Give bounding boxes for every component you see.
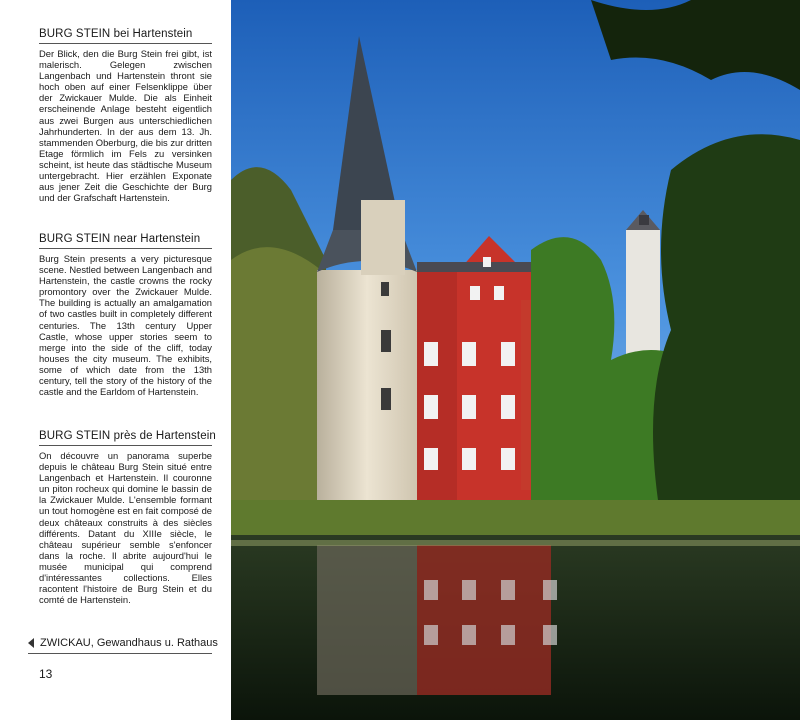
section-english [39,233,212,397]
triangle-left-icon[interactable] [28,638,34,648]
section-body: Burg Stein presents a very picturesque scene. Nestled between Langenbach and Hartenstein, the castle crowns the rocky promontory over the Zwickauer Mulde. The building is actually an amalgamation of two castles built in completely different centuries. The 13th century Upper Castle, whose upper stories seem to merge into the side of the cliff, today houses the city museum. The exhibits, some of which date from the 13th century, tell the story of the history of the castle and the Earldom of Hartenstein. [39,253,212,398]
section-heading: BURG STEIN near Hartenstein [39,233,212,249]
page-number: 13 [39,667,53,681]
previous-page-label[interactable]: ZWICKAU, Gewandhaus u. Rathaus [40,637,218,649]
section-heading: BURG STEIN bei Hartenstein [39,28,212,44]
section-german [39,28,212,203]
text-column [0,0,230,720]
castle-photo [231,0,800,720]
section-french [39,430,216,606]
section-body: Der Blick, den die Burg Stein frei gibt, ist malerisch. Gelegen zwischen Langenbach und Hartenstein thront sie hoch oben auf einer Felsenklippe über der Zwickauer Mulde. Die als Einheit erscheinende Anlage besteht eigentlich aus zwei Burgen aus unterschiedlichen Jahrhunderten. In der aus dem 13. Jh. stammenden Oberburg, die bis zur dritten Etage förmlich im Fels zu versinken scheint, ist heute das städtische Museum untergebracht. Hier erzählen Exponate aus jener Zeit die Geschichte der Burg und der Grafschaft Hartenstein. [39,48,213,204]
previous-page-link[interactable] [28,633,218,654]
section-heading: BURG STEIN près de Hartenstein [39,430,212,446]
section-body: On découvre un panorama superbe depuis le château Burg Stein situé entre Langenbach et Hartenstein. Il couronne un piton rocheux qui domine le bassin de la Zwickauer Mulde. L'ensemble formant un tout homogène est en fait composé de deux châteaux construits à des siècles différents. Datant du XIIIe siècle, le château supérieur semble s'enfoncer dans la roche. Il abrite aujourd'hui le musée municipal qui comprend d'intéressantes collections. Elles racontent l'histoire de Burg Stein et du comté de Hartenstein. [39,450,212,606]
